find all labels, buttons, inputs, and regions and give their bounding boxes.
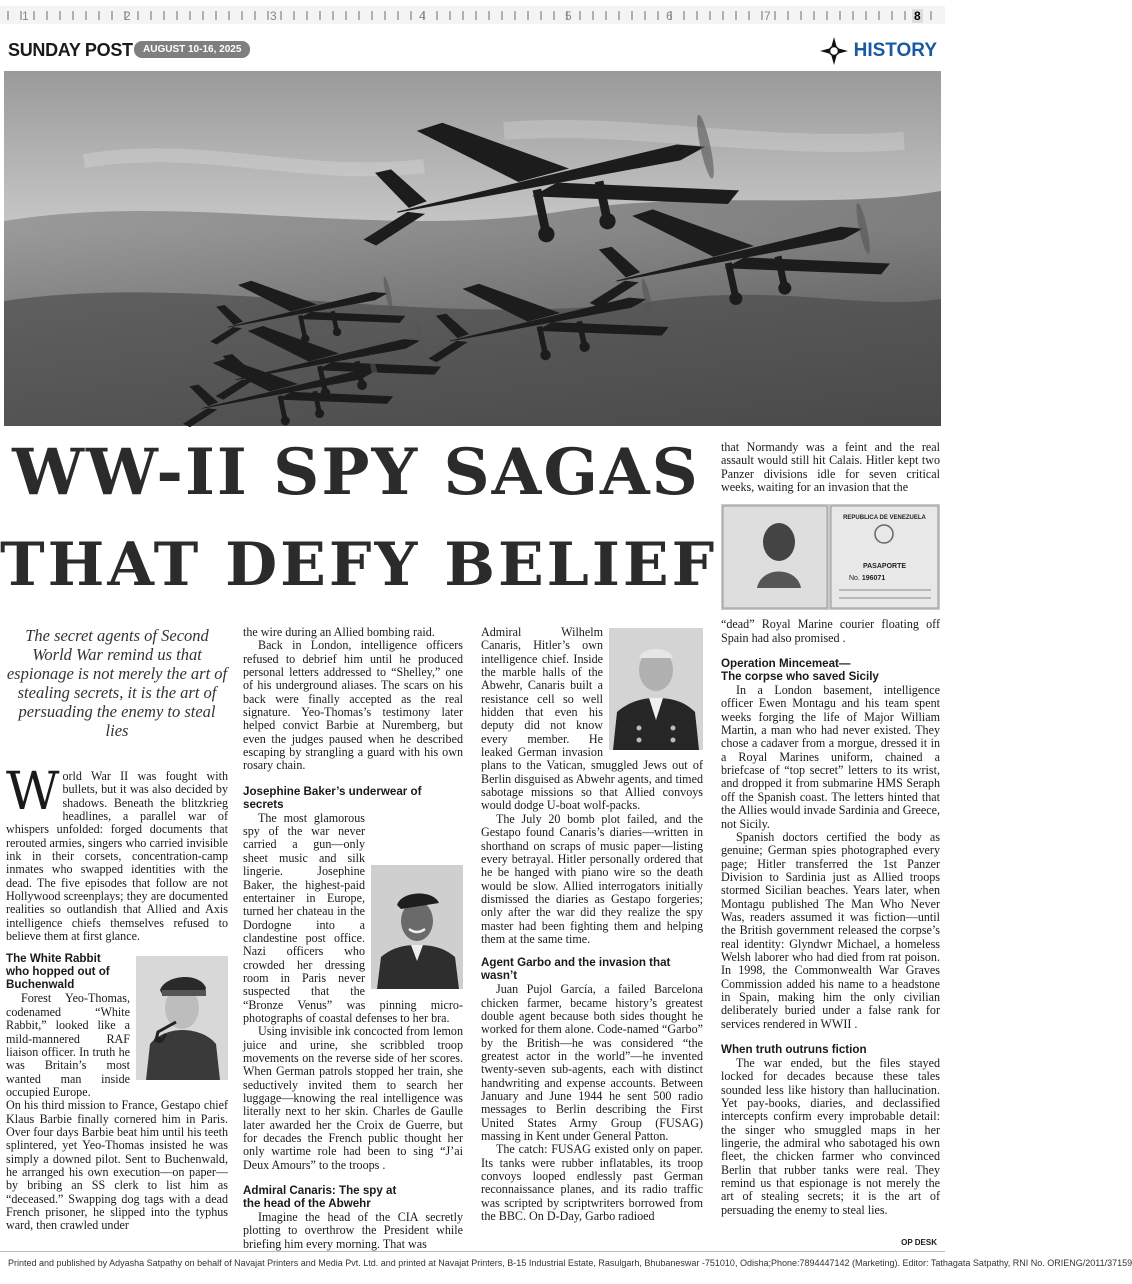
footer-divider	[0, 1251, 945, 1252]
headline-line-2: THAT DEFY BELIEF	[0, 530, 718, 600]
ruler-ticks	[0, 0, 945, 32]
ruler-number: 5	[565, 9, 572, 23]
garbo-p3: that Normandy was a feint and the real assault would still hit Calais. Hitler kept two Panzer divisions idle for seven critical weeks, waiting for an invasion that the	[721, 440, 940, 495]
byline-credit: OP DESK	[901, 1238, 937, 1247]
hero-photo-dive-bombers	[4, 71, 941, 426]
josephine-baker-p2: Using invisible ink concocted from lemon juice and urine, she scribbled troop movements on the reverse side of her scores. When German patrols stopped her train, she seductively invited them to search her luggage—knowing the real intelligence was literally next to her skin. Charles de Gaulle later awarded her the Croix de Guerre, but for decades the French public thought her only wartime role had been to sing “J’ai Deux Amours” to the troops .	[243, 1024, 463, 1172]
ruler-number: 1	[22, 9, 29, 23]
ruler-number: 7	[764, 9, 771, 23]
passport-number: No. 196071	[849, 575, 886, 583]
section-heading-agent-garbo: Agent Garbo and the invasion that wasn’t	[481, 956, 671, 983]
photo-admiral-canaris	[609, 628, 703, 750]
photo-yeo-thomas	[136, 956, 228, 1080]
section-label	[820, 37, 937, 65]
mincemeat-p2: Spanish doctors certified the body as genuine; German spies photographed every page; Hitler transferred the 1st Panzer Division to Sardinia just as Allied troops stormed Sicilian beaches. Years later, when Montagu published The Man Who Never Was, readers assumed it was fiction—until the British government released the corpse’s real identity: Glyndwr Michael, a homeless Welsh laborer who had died from rat poison. In 1998, the Commonwealth War Graves Commission added his name to a headstone in Spain, making him the only civilian deliberately buried under a false rank for services rendered in WWII .	[721, 829, 940, 1031]
canaris-p3: The July 20 bomb plot failed, and the Gestapo found Canaris’s diaries—written in shorthand on scraps of music paper—listing every betrayal. Hitler personally ordered that he be hanged with piano wire so the death would be slow. Allied interrogators initially dismissed the diaries as Gestapo forgeries; only after the war did they realize the spy master had been fighting them and helping them at the same time.	[481, 811, 703, 946]
column-4	[721, 441, 940, 1217]
intro-paragraph	[6, 762, 228, 944]
portrait-woman-uniform-icon	[371, 865, 463, 989]
ruler-number: 4	[419, 9, 426, 23]
masthead: SUNDAY POST	[8, 40, 133, 60]
compass-star-icon	[820, 37, 848, 65]
imprint-footer: Printed and published by Adyasha Satpathy on behalf of Navajat Printers and Media Pvt. Ltd. and printed at Navajat Printers, B-15 Industrial Estate, Rasulgarh, Bhubaneswar -751010, Odisha;Phone:7894447142 (Marketing). Editor: Tathagata Satpathy, RNI No. ORIENG/2011/37159	[8, 1258, 1132, 1268]
dive-bombers-illustration	[4, 71, 941, 426]
section-heading-josephine-baker: Josephine Baker’s underwear of secrets	[243, 784, 422, 811]
headline-line-1: WW-II SPY SAGAS	[12, 435, 700, 510]
intro-text: orld War II was fought with bullets, but it was also decided by shadows. Beneath the blitzkrieg headlines, a parallel war of whispers unfolded: forged documents that rerouted armies, singers who carried invisible ink in their corsets, concentration-camp inmates who swapped identities with the dead. The five episodes that follow are not Hollywood screenplays; they are documented realities so outlandish that Allied and Axis intelligence chiefs themselves refused to believe them at first glance.	[6, 769, 228, 944]
page-ruler	[0, 0, 945, 32]
garbo-p1: Juan Pujol García, a failed Barcelona chicken farmer, became history’s greatest double agent because both sides thought he worked for them alone. Code-named “Garbo” by the British—he was considered “the greatest actor in the world”—he invented twenty-seven sub-agents, each with distinct handwriting and expense accounts. Between January and June 1944 he sent 500 radio messages to Berlin describing the First United States Army Group (FUSAG) massing in Kent under General Patton.	[481, 982, 703, 1144]
ruler-number: 2	[124, 9, 131, 23]
canaris-p2: Admiral Wilhelm Canaris, Hitler’s own intelligence chief. Inside the marble halls of the Abwehr, Canaris built a resistance cell so well hidden that even his deputy did not know every member. He leaked German invasion plans to the Vatican, smuggled Jews out of Berlin disguised as Abwehr agents, and timed sabotage missions so that Allied convoys would dodge U-boat wolf-packs.	[481, 625, 703, 813]
truth-fiction-p1: The war ended, but the files stayed locked for decades because these tales sounded less like history than hallucination. Yet pay-books, diaries, and declassified intercepts confirm every improbable detail: the singer who smuggled maps in her lingerie, the admiral who sabotaged his own fleet, the chicken farmer who convinced Berlin that rubber tanks were real. They remind us that espionage is not merely the art of stealing secrets; it is the art of persuading the enemy to steal lies.	[721, 1056, 940, 1217]
issue-date-badge: AUGUST 10-16, 2025	[134, 41, 250, 58]
garbo-p4: “dead” Royal Marine courier floating off Spain had also promised .	[721, 617, 940, 645]
josephine-baker-p1: The most glamorous spy of the war never carried a gun—only sheet music and silk lingerie. Josephine Baker, the highest-paid entertainer in Europe, turned her chateau in the Dordogne into a clandestine post office. Nazi officers who crowded her dressing room in Paris never suspected that the “Bronze Venus” was pinning micro-photographs of coastal defenses to her bra.	[243, 810, 463, 1025]
passport-label: PASAPORTE	[862, 563, 907, 571]
white-rabbit-p3: the wire during an Allied bombing raid.	[243, 625, 435, 639]
deck: The secret agents of Second World War remind us that espionage is not merely the art of stealing secrets, it is the art of persuading the enemy to steal lies	[6, 626, 228, 740]
garbo-p2: The catch: FUSAG existed only on paper. Its tanks were rubber inflatables, its troop convoys looped endlessly past German reconnaissance planes, and its radio traffic was scripted by scriptwriters borrowed from the BBC. On D-Day, Garbo radioed	[481, 1142, 703, 1224]
column-2	[243, 626, 463, 1251]
white-rabbit-p2: On his third mission to France, Gestapo chief Klaus Barbie finally cornered him in Paris. Over four days Barbie beat him until his teeth splintered, yet Yeo-Thomas insisted he was simply a downed pilot. Sent to Buchenwald, he arranged his own execution—on paper—by bribing an SS clerk to list him as “deceased.” Swapping dog tags with a dead French prisoner, he slipped into the typhus ward, then crawled under	[6, 1098, 228, 1233]
ruler-number: 6	[666, 9, 673, 23]
section-heading-truth-fiction: When truth outruns fiction	[721, 1043, 867, 1056]
section-heading-white-rabbit: The White Rabbit who hopped out of Buchenwald	[6, 952, 110, 992]
mincemeat-p1: In a London basement, intelligence officer Ewen Montagu and his team spent weeks forging the life of Major William Martin, a man who had never existed. They chose a cadaver from a morgue, dressed it in a Royal Marines uniform, chained a briefcase of “top secret” letters to its wrist, and dropped it from submarine HMS Seraph off the Spanish coast. The letters hinted that the Allies would invade Sardinia and Greece, not Sicily.	[721, 683, 940, 831]
white-rabbit-p1: Forest Yeo-Thomas, codenamed “White Rabbit,” looked like a mild-mannered RAF liaison officer. In truth he was Britain’s most wanted man inside occupied Europe.	[6, 991, 130, 1099]
portrait-officer-pipe-icon	[136, 956, 228, 1080]
section-heading-canaris: Admiral Canaris: The spy at the head of the Abwehr	[243, 1184, 397, 1211]
canaris-p1: Imagine the head of the CIA secretly plotting to overthrow the President while briefing him every morning. That was	[243, 1210, 463, 1251]
section-heading-mincemeat: Operation Mincemeat— The corpse who saved Sicily	[721, 657, 879, 684]
white-rabbit-p4: Back in London, intelligence officers refused to debrief him until he produced personal letters addressed to “Shelley,” one of his underground aliases. The scars on his back were finally accepted as the real signature. Yeo-Thomas’s testimony later helped convict Barbie at Nuremberg, but even the judges paused when he described escaping by strangling a guard with his own rosary chain.	[243, 638, 463, 773]
passport-country: REPUBLICA DE VENEZUELA	[843, 515, 926, 522]
portrait-admiral-icon	[609, 628, 703, 750]
photo-josephine-baker	[371, 865, 463, 989]
drop-cap: W	[6, 762, 60, 822]
column-3	[481, 626, 703, 1223]
ruler-number: 3	[270, 9, 277, 23]
ruler-current-page: 8	[914, 9, 921, 23]
section-title: HISTORY	[853, 40, 937, 61]
photo-garbo-passport	[721, 504, 940, 610]
column-1	[6, 626, 228, 1233]
